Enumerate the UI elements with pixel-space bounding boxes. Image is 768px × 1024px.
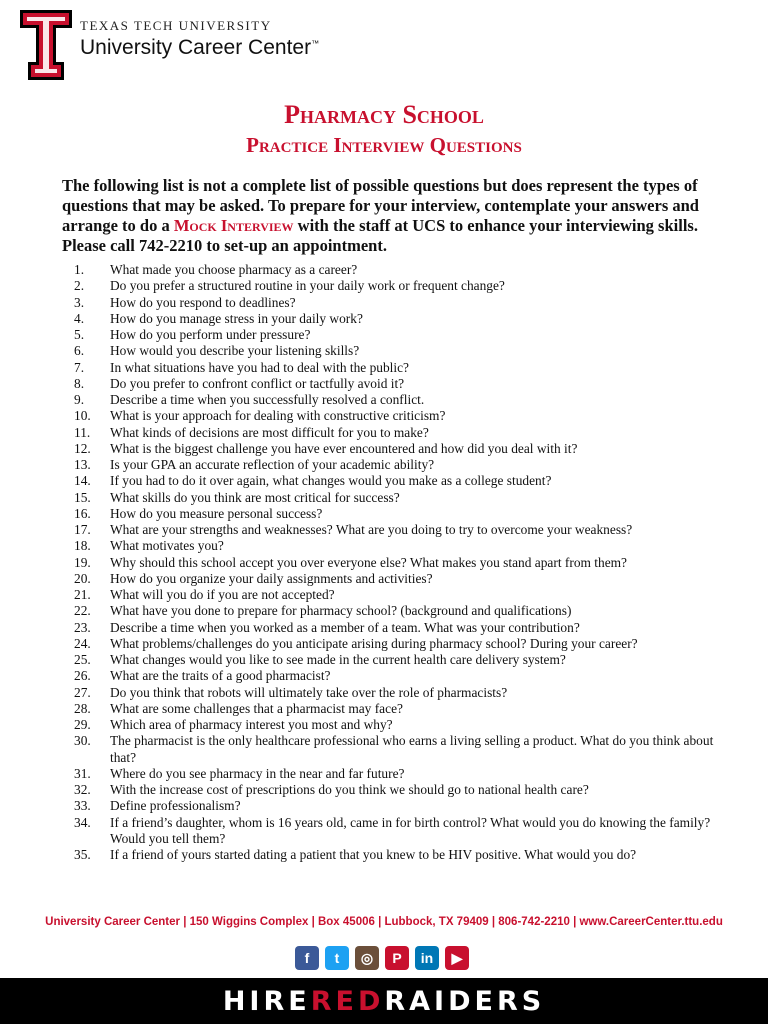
page-title: Pharmacy School [284, 100, 484, 129]
question-item [74, 798, 724, 814]
question-number: 27. [74, 684, 91, 700]
footer-contact: University Career Center | 150 Wiggins Complex | Box 45006 | Lubbock, TX 79409 | 806-742-2210 | www.CareerCenter.ttu.edu [45, 916, 723, 928]
question-item [74, 506, 724, 522]
question-list [74, 262, 724, 863]
question-text: Where do you see pharmacy in the near and far future? [110, 765, 405, 781]
question-text: What made you choose pharmacy as a career? [110, 262, 358, 277]
question-number: 6. [74, 343, 85, 359]
question-text: What changes would you like to see made in the current health care delivery system? [110, 652, 566, 667]
question-item [74, 782, 724, 798]
question-text: What kinds of decisions are most difficult for you to make? [110, 424, 429, 440]
question-item [74, 262, 724, 278]
question-item [74, 733, 724, 766]
question-item [74, 571, 724, 587]
question-item [74, 327, 724, 343]
question-number: 28. [74, 700, 91, 716]
question-text: What are your strengths and weaknesses? What are you doing to try to overcome your weakness? [110, 522, 633, 537]
question-number: 18. [74, 538, 91, 554]
question-text: What have you done to prepare for pharmacy school? (background and qualifications) [110, 603, 572, 619]
question-number: 24. [74, 635, 91, 651]
question-text: What motivates you? [110, 538, 224, 554]
question-item [74, 766, 724, 782]
question-item [74, 668, 724, 684]
question-number: 17. [74, 522, 91, 537]
question-text: Define professionalism? [110, 798, 241, 814]
question-number: 11. [74, 424, 91, 440]
question-number: 16. [74, 505, 91, 521]
question-item [74, 457, 724, 473]
question-number: 31. [74, 765, 91, 781]
question-text: How do you manage stress in your daily work? [110, 310, 363, 326]
question-item [74, 295, 724, 311]
question-text: What is the biggest challenge you have ever encountered and how did you deal with it? [110, 440, 578, 456]
question-item [74, 425, 724, 441]
question-item [74, 441, 724, 457]
question-number: 33. [74, 798, 91, 814]
question-text: If a friend of yours started dating a patient that you knew to be HIV positive. What would you do? [110, 847, 637, 862]
question-text: What problems/challenges do you anticipate arising during pharmacy school? During your career? [110, 635, 638, 651]
question-text: How would you describe your listening skills? [110, 343, 360, 359]
question-text: How do you respond to deadlines? [110, 294, 296, 310]
question-item [74, 490, 724, 506]
question-item [74, 408, 724, 424]
question-text: How do you perform under pressure? [110, 327, 311, 342]
question-item [74, 311, 724, 327]
question-text: What are the traits of a good pharmacist? [110, 668, 331, 684]
question-number: 13. [74, 457, 91, 472]
question-text: The pharmacist is the only healthcare professional who earns a living selling a product. What do you think about that? [110, 733, 714, 765]
question-item [74, 522, 724, 538]
hire-red-raiders-banner [0, 978, 768, 1024]
question-number: 1. [74, 262, 85, 277]
question-number: 8. [74, 375, 85, 391]
question-item [74, 473, 724, 489]
question-item [74, 278, 724, 294]
facebook-icon[interactable]: f [295, 946, 319, 970]
instagram-icon[interactable]: ◎ [355, 946, 379, 970]
youtube-icon[interactable]: ▶ [445, 946, 469, 970]
question-number: 4. [74, 310, 85, 326]
question-number: 19. [74, 554, 91, 570]
question-text: Describe a time when you worked as a member of a team. What was your contribution? [110, 619, 580, 635]
question-text: With the increase cost of prescriptions do you think we should go to national health care? [110, 782, 589, 797]
pinterest-icon[interactable]: P [385, 946, 409, 970]
question-text: If you had to do it over again, what changes would you make as a college student? [110, 473, 552, 489]
question-number: 34. [74, 814, 91, 830]
question-number: 30. [74, 733, 91, 749]
question-number: 7. [74, 359, 85, 375]
question-item [74, 717, 724, 733]
question-text: What skills do you think are most critical for success? [110, 489, 400, 505]
question-number: 25. [74, 652, 91, 667]
question-text: What will you do if you are not accepted? [110, 587, 335, 602]
question-number: 14. [74, 473, 91, 489]
question-item [74, 555, 724, 571]
question-item [74, 376, 724, 392]
question-text: What is your approach for dealing with constructive criticism? [110, 408, 446, 424]
question-item [74, 685, 724, 701]
question-text: If a friend’s daughter, whom is 16 years old, came in for birth control? What would you do knowing the family? Would you tell them? [110, 814, 711, 846]
question-number: 5. [74, 327, 85, 342]
question-number: 26. [74, 668, 91, 684]
question-text: Do you prefer a structured routine in your daily work or frequent change? [110, 278, 505, 294]
question-item [74, 538, 724, 554]
question-text: Why should this school accept you over everyone else? What makes you stand apart from them? [110, 554, 627, 570]
question-text: Which area of pharmacy interest you most and why? [110, 717, 393, 732]
question-item [74, 652, 724, 668]
question-text: How do you organize your daily assignments and activities? [110, 570, 433, 586]
question-item [74, 847, 724, 863]
question-number: 20. [74, 570, 91, 586]
question-number: 32. [74, 782, 91, 797]
question-number: 3. [74, 294, 85, 310]
double-t-logo-icon [20, 10, 72, 80]
page-subtitle: Practice Interview Questions [246, 133, 522, 157]
question-number: 22. [74, 603, 91, 619]
question-text: Do you think that robots will ultimately take over the role of pharmacists? [110, 684, 508, 700]
question-number: 35. [74, 847, 91, 862]
question-item [74, 343, 724, 359]
mock-interview-highlight: Mock Interview [173, 216, 294, 235]
question-number: 2. [74, 278, 85, 294]
question-number: 21. [74, 587, 91, 602]
question-number: 9. [74, 392, 85, 407]
question-item [74, 587, 724, 603]
intro-paragraph: The following list is not a complete list of possible questions but does represent the types of questions that may be asked. To prepare for your interview, contemplate your answers and arrange to do a Mock Interview with the staff at UCS to enhance your interviewing skills. Please call 742-2210 to set-up an appointment. [62, 176, 699, 255]
question-item [74, 360, 724, 376]
question-number: 29. [74, 717, 91, 732]
center-name: University Career Center™ [80, 36, 320, 59]
question-item [74, 636, 724, 652]
question-item [74, 701, 724, 717]
question-text: Is your GPA an accurate reflection of your academic ability? [110, 457, 435, 472]
question-number: 15. [74, 489, 91, 505]
twitter-icon[interactable]: t [325, 946, 349, 970]
question-item [74, 392, 724, 408]
question-text: Do you prefer to confront conflict or tactfully avoid it? [110, 375, 405, 391]
linkedin-icon[interactable]: in [415, 946, 439, 970]
question-item [74, 620, 724, 636]
ttu-logo [20, 10, 319, 80]
question-text: Describe a time when you successfully resolved a conflict. [110, 392, 425, 407]
question-number: 10. [74, 408, 91, 424]
university-name: TEXAS TECH UNIVERSITY [80, 18, 272, 33]
question-item [74, 815, 724, 848]
banner-text: HIREREDRAIDERS [222, 985, 546, 1017]
question-text: What are some challenges that a pharmacist may face? [110, 700, 403, 716]
question-number: 23. [74, 619, 91, 635]
question-text: In what situations have you had to deal with the public? [110, 359, 409, 375]
social-icons [295, 946, 469, 970]
question-number: 12. [74, 440, 91, 456]
question-text: How do you measure personal success? [110, 505, 323, 521]
question-item [74, 603, 724, 619]
